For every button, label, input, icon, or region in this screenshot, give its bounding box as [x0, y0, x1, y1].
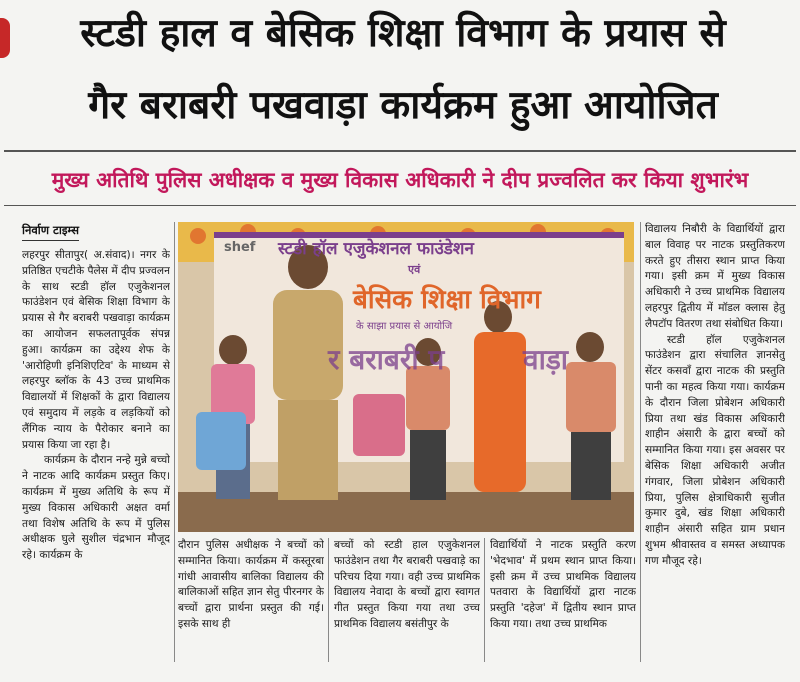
col1-paragraph-1: लहरपुर सीतापुर( अ.संवाद)। नगर के प्रतिष्ठित एचटीके पैलेस में दीप प्रज्वलन के साथ स्टडी हॉल एजुकेशनल फाउंडेशन एवं बेसिक शिक्षा विभाग के प्रयास से गैर बराबरी पखवाड़ा कार्यक्रम का आयोजन सफलतापूर्वक संपन्न हुआ। कार्यक्रम का उद्देश्य शेफ के 'आरोहिणी इनिशिएटिव' के माध्यम से लहरपुर ब्लॉक के 43 उच्च प्राथमिक विद्यालयों में शिक्षकों के द्वारा विद्यालय एवं समुदाय में लड़के व लड़कियों को लैंगिक न्याय के पैरोकार बनाने का प्रयास किया जा रहा है।	[22, 249, 170, 451]
col2-paragraph: दौरान पुलिस अधीक्षक ने बच्चों को सम्मानित किया। कार्यक्रम में कस्तूरबा गांधी आवासीय बालिका विद्यालय की बालिकाओं सहित ज्ञान सेतु पीरनगर के बच्चों द्वारा प्रार्थना प्रस्तुत की गई। इसके साथ ही	[178, 539, 324, 630]
banner-line-3: बेसिक शिक्षा विभाग	[353, 285, 541, 315]
col5-paragraph-2: स्टडी हॉल एजुकेशनल फाउंडेशन द्वारा संचालित ज्ञानसेतु सेंटर कसवाँ द्वारा नाटक की प्रस्तुति पानी का महत्व किया गया। कार्यक्रम के दौरान जिला प्रोबेशन अधिकारी प्रिया तथा खंड विकास अधिकारी शाहीन अंसारी के द्वारा बच्चों को सम्मानित किया गया। इस अवसर पर बेसिक शिक्षा अधिकारी अजीत गंगवार, जिला प्रोबेशन अधिकारी प्रिया, पुलिस क्षेत्राधिकारी सुजीत कुमार दुबे, खंड शिक्षा अधिकारी शाहीन अंसारी सहित ग्राम प्रधान शुभम श्रीवास्तव व समस्त अध्यापक गण मौजूद रहे।	[645, 333, 785, 567]
banner-line-1: स्टडी हॉल एजुकेशनल फाउंडेशन	[278, 239, 474, 259]
col5-paragraph-1: विद्यालय निबौरी के विद्यार्थियों द्वारा बाल विवाह पर नाटक प्रस्तुतिकरण करते हुए तीसरा स्थान प्राप्त किया गया। इसी क्रम में मुख्य विकास अधिकारी ने उच्च प्राथमिक विद्यालय लहरपुर द्वितीय में मॉडल क्लास हेतु लैपटॉप वितरण तथा संबोधित किया।	[645, 223, 785, 330]
headline-line-1: स्टडी हाल व बेसिक शिक्षा विभाग के प्रयास से	[80, 11, 726, 56]
banner-line-5: र बराबरी प	[328, 343, 445, 376]
red-accent-bar	[0, 18, 10, 58]
col3-paragraph: बच्चों को स्टडी हाल एजुकेशनल फाउंडेशन तथा गैर बराबरी पखवाड़े का परिचय दिया गया। वही उच्च प्राथमिक विद्यालय नेवादा के बच्चों द्वारा स्वागत गीत प्रस्तुत किया गया तथा उच्च प्राथमिक विद्यालय बसंतीपुर के	[334, 539, 480, 630]
subhead-divider	[4, 205, 796, 206]
byline: निर्वाण टाइम्स	[22, 223, 79, 241]
column-divider	[640, 222, 641, 662]
article-column-5	[645, 222, 785, 668]
subheadline: मुख्य अतिथि पुलिस अधीक्षक व मुख्य विकास अधिकारी ने दीप प्रज्वलित कर किया शुभारंभ	[51, 168, 749, 192]
column-divider	[328, 538, 329, 662]
col1-paragraph-2: कार्यक्रम के दौरान नन्हे मुन्ने बच्चो ने नाटक आदि कार्यक्रम प्रस्तुत किए। कार्यक्रम में मुख्य अतिथि के रूप में मुख्य विकास अधिकारी अक्षत वर्मा तथा विशेष अतिथि के रूप में पुलिस अधीक्षक घुले सुशील चंद्रभान मौजूद रहे। कार्यक्रम के	[22, 454, 170, 562]
col4-paragraph: विद्यार्थियों ने नाटक प्रस्तुति करण 'भेदभाव' में प्रथम स्थान प्राप्त किया। इसी क्रम में उच्च प्राथमिक विद्यालय पतवारा के विद्यार्थियों द्वारा नाटक प्रस्तुति 'दहेज' में द्वितीय स्थान प्राप्त किया गया। तथा उच्च प्राथमिक	[490, 539, 636, 630]
article-column-3	[334, 538, 480, 662]
headline-line-2: गैर बराबरी पखवाड़ा कार्यक्रम हुआ आयोजित	[88, 83, 718, 128]
banner-brand: shef	[224, 240, 256, 255]
column-divider	[174, 222, 175, 662]
article-column-1	[22, 248, 170, 668]
banner-line-2: एवं	[408, 263, 421, 276]
banner-line-6: वाड़ा	[523, 343, 569, 376]
banner-line-4: के साझा प्रयास से आयोजि	[356, 321, 453, 332]
headline-divider	[4, 150, 796, 152]
column-divider	[484, 538, 485, 662]
article-column-2	[178, 538, 324, 662]
article-column-4	[490, 538, 636, 662]
event-photo	[178, 222, 634, 532]
